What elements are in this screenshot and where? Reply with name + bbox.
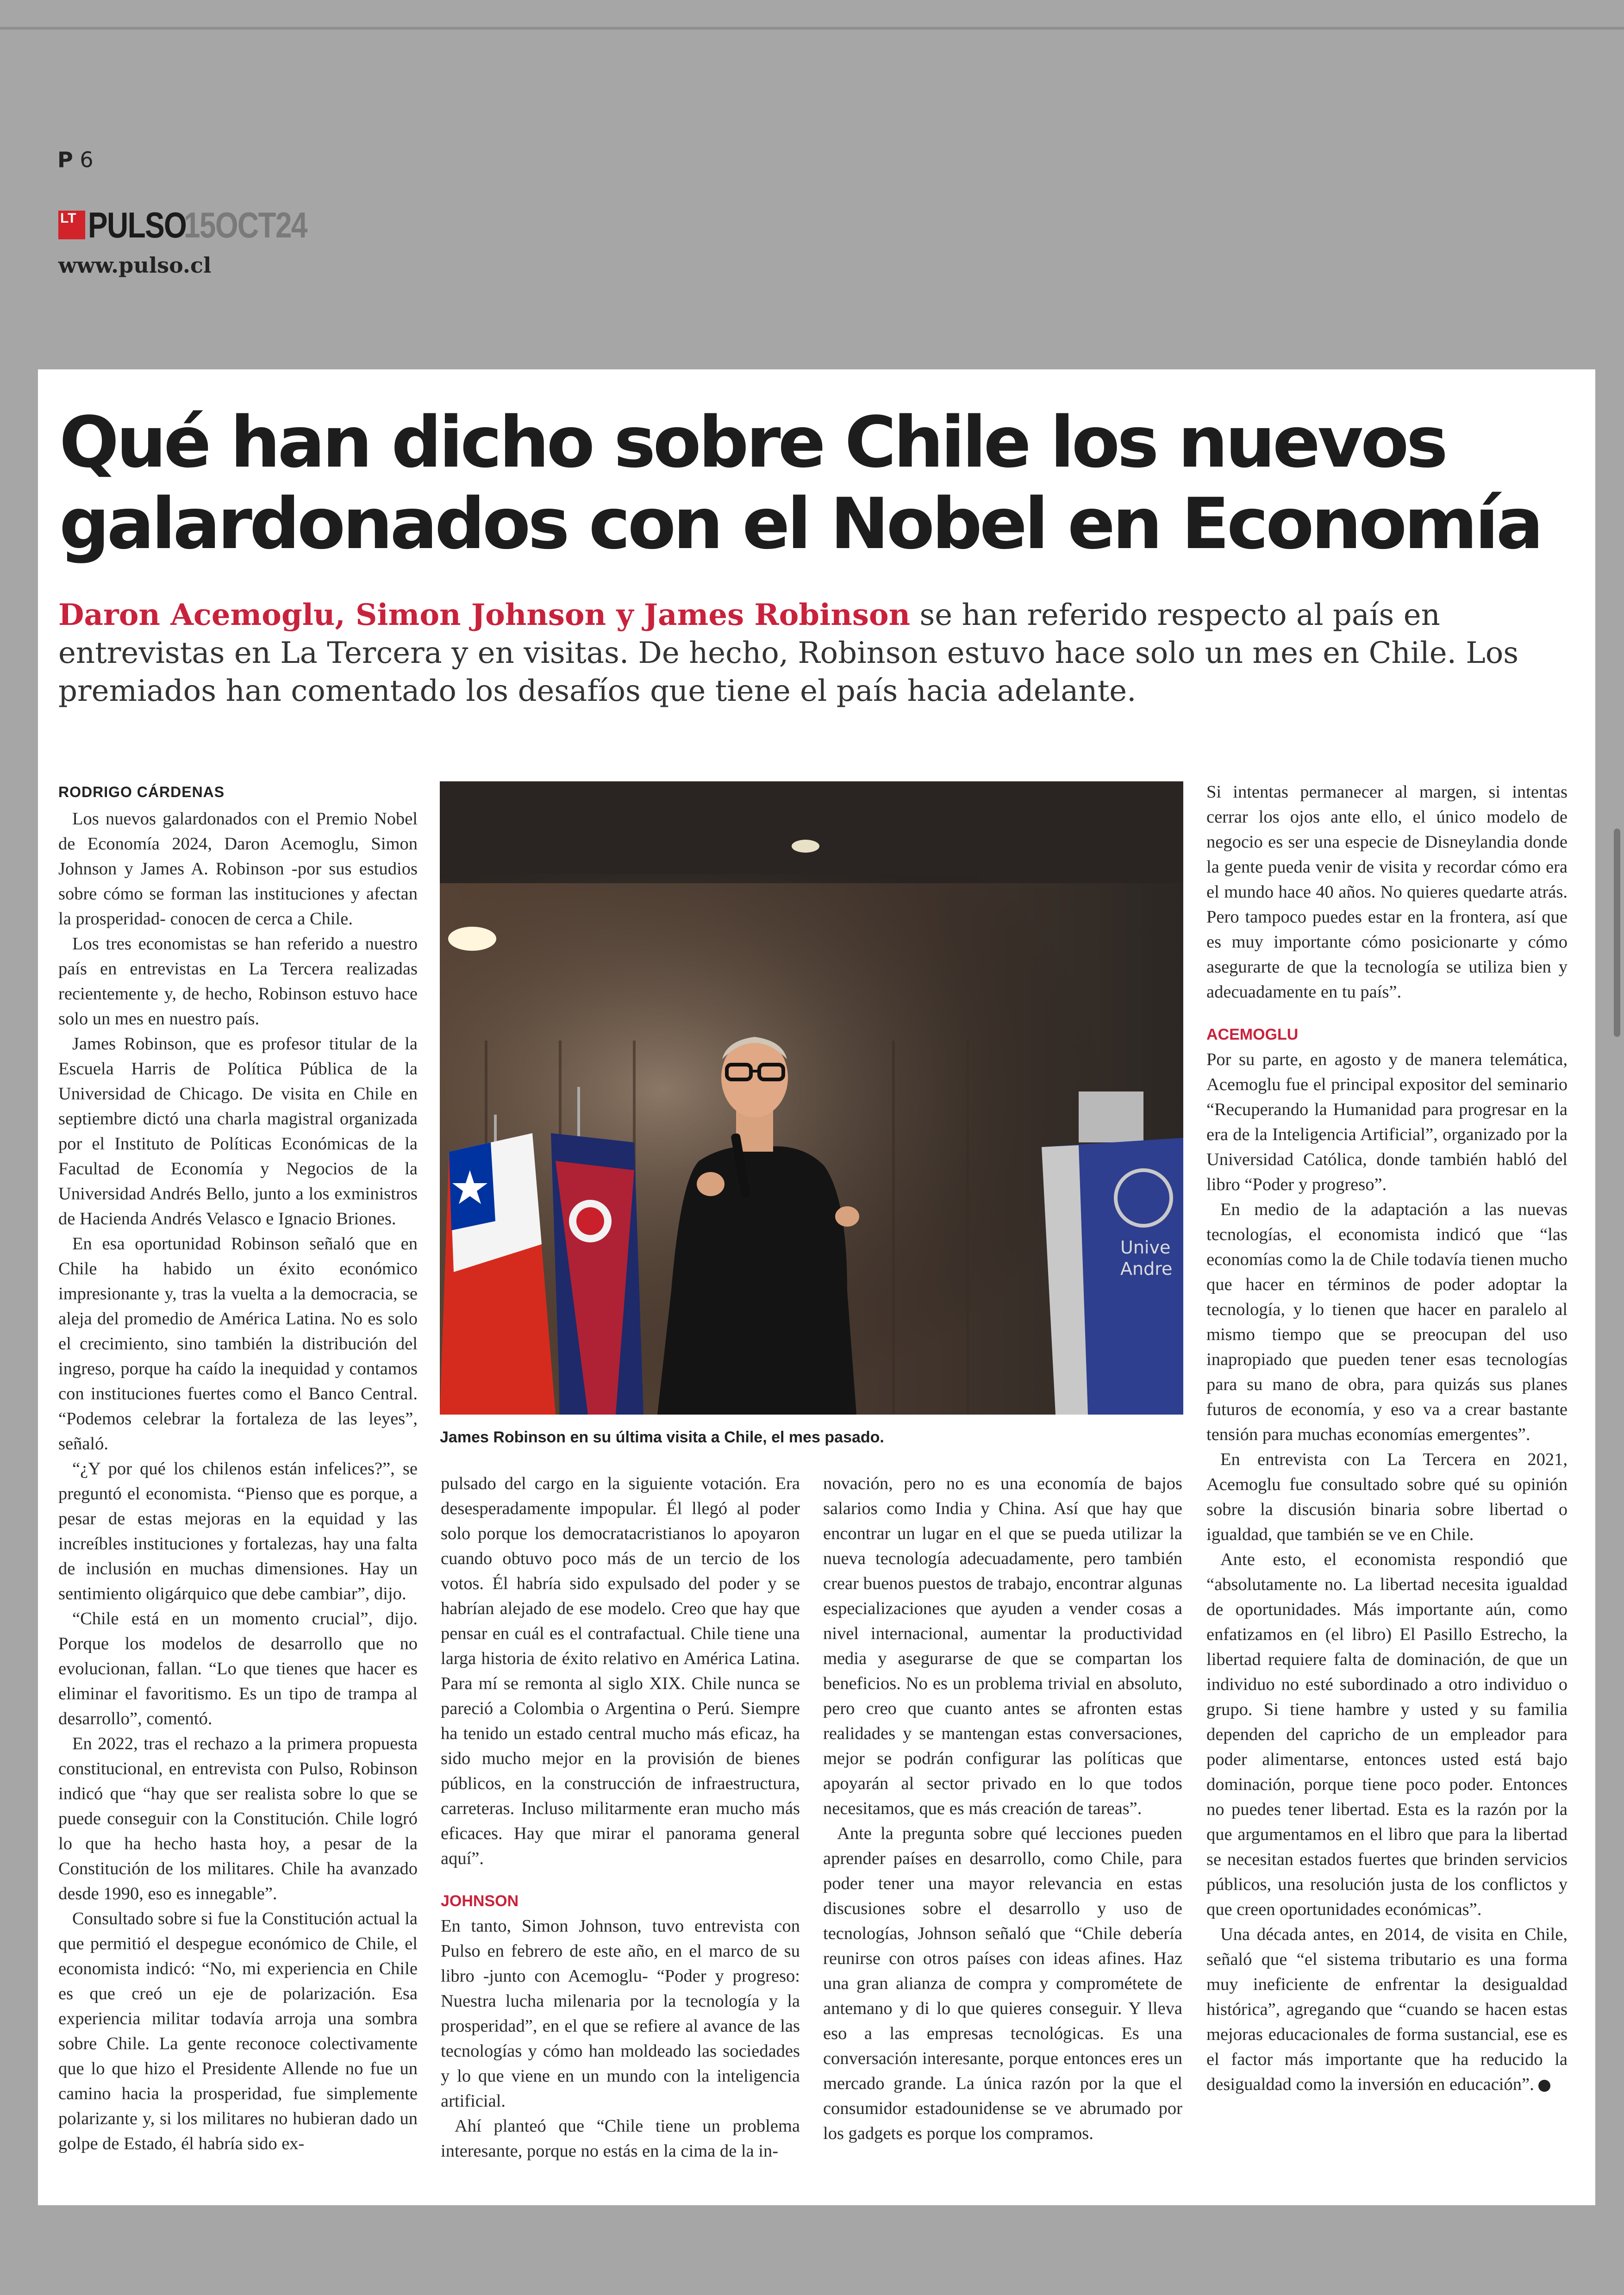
website-url[interactable]: www.pulso.cl (58, 253, 212, 278)
masthead (58, 204, 334, 245)
scrollbar[interactable] (1614, 829, 1620, 1037)
paragraph: Los tres economistas se han referido a nuestro país en entrevistas en La Tercera realizadas recientemente y, de hecho, Robinson estuvo hace solo un mes en nuestro país. (58, 934, 418, 1029)
lead-paragraph (58, 596, 1563, 710)
lead-names: Daron Acemoglu, Simon Johnson y James Robinson (58, 598, 911, 632)
column-3 (823, 1471, 1182, 2146)
article-photo (440, 781, 1183, 1415)
paragraph: En esa oportunidad Robinson señaló que en Chile ha habido un éxito económico impresionante y, tras la vuelta a la democracia, se aleja del promedio de América Latina. No es solo el crecimiento, sino también la distribución del ingreso, porque ha caído la inequidad y contamos con instituciones fuertes como el Banco Central. “Podemos celebrar la fortaleza de las leyes”, señaló. (58, 1234, 418, 1453)
column-1 (58, 780, 418, 2156)
paragraph: Por su parte, en agosto y de manera telemática, Acemoglu fue el principal expositor del seminario “Recuperando la Humanidad para progresar en la era de la Inteligencia Artificial”, organizado por la Universidad Católica, donde también habló del libro “Poder y progreso”. (1206, 1050, 1568, 1194)
photo-caption: James Robinson en su última visita a Chile, el mes pasado. (440, 1428, 884, 1446)
paragraph: pulsado del cargo en la siguiente votación. Era desesperadamente impopular. Él llegó al poder solo porque los democratacristianos lo apoyaron cuando obtuvo poco más de un tercio de los votos. Él habría sido expulsado del poder y se habrían alejado de ese modelo. Creo que hay que pensar en cuál es el contrafactual. Chile tiene una larga historia de éxito relativo en América Latina. Para mí se remonta al siglo XIX. Chile nunca se pareció a Colombia o Argentina o Perú. Siempre ha tenido un estado central mucho más eficaz, ha sido mucho mejor en la provisión de bienes públicos, en la construcción de infraestructura, carreteras. Incluso militarmente eran mucho más eficaces. Hay que mirar el panorama general aquí”. (441, 1474, 800, 1868)
paragraph: Una década antes, en 2014, de visita en Chile, señaló que “el sistema tributario es una forma muy ineficiente de enfrentar la desigualdad histórica”, agregando que “cuando se hacen estas mejoras educacionales de forma sustancial, ese es el factor más importante que ha reducido la desigualdad como la inversión en educación”. P (1206, 1925, 1568, 2094)
paragraph: En entrevista con La Tercera en 2021, Acemoglu fue consultado sobre qué su opinión sobre la discusión binaria sobre libertad o igualdad, que también se ve en Chile. (1206, 1450, 1568, 1544)
paragraph: “¿Y por qué los chilenos están infelices?”, se preguntó el economista. “Pienso que es porque, a pesar de estas mejoras en la equidad y las increíbles instituciones y fortalezas, hay una falta de inclusión en muchas dimensiones. Hay un sentimiento oligárquico que debe cambiar”, dijo. (58, 1459, 418, 1603)
paragraph: James Robinson, que es profesor titular de la Escuela Harris de Política Pública de la Universidad de Chicago. De visita en Chile en septiembre dictó una charla magistral organizada por el Instituto de Políticas Económicas de la Facultad de Economía y Negocios de la Universidad Andrés Bello, junto a los exministros de Hacienda Andrés Velasco e Ignacio Briones. (58, 1034, 418, 1229)
paragraph: Si intentas permanecer al margen, si intentas cerrar los ojos ante ello, el único modelo de negocio es ser una especie de Disneylandia donde la gente pueda venir de visita y recordar cómo era el mundo hace 40 años. No quieres quedarte atrás. Pero tampoco puedes estar en la frontera, así que es muy importante cómo posicionarte y cómo asegurarte de que la tecnología se utiliza bien y adecuadamente en tu país”. (1206, 782, 1568, 1002)
top-divider (0, 27, 1624, 30)
end-mark-icon: P (1538, 2080, 1550, 2092)
photo-illustration (440, 781, 1183, 1415)
svg-text:Andre: Andre (1120, 1259, 1173, 1279)
svg-text:Unive: Unive (1120, 1237, 1171, 1258)
column-2 (441, 1471, 800, 2164)
paragraph: Ante esto, el economista respondió que “absolutamente no. La libertad necesita igualdad de oportunidades. Más importante aún, como enfatizamos en (el libro) El Pasillo Estrecho, la libertad requiere falta de dominación, de que un individuo no esté subordinado a otro individuo o grupo. Si tiene hambre y usted y su familia dependen del capricho de un empleador para poder alimentarse, entonces usted está bajo dominación, porque tiene poco poder. Entonces no puedes tener libertad. Esta es la razón por la que argumentamos en el libro que para la libertad se necesitan estados fuertes que brinden servicios públicos, una resolución justa de los conflictos y que creen oportunidades económicas”. (1206, 1550, 1568, 1919)
paragraph: “Chile está en un momento crucial”, dijo. Porque los modelos de desarrollo que no evolucionan, fallan. “Lo que tienes que hacer es eliminar el favoritismo. Es un tipo de trampa al desarrollo”, comentó. (58, 1609, 418, 1728)
lead-text: se han referido respecto al país en entrevistas en La Tercera y en visitas. De hecho, Robinson estuvo hace solo un mes en Chile. Los premiados han comentado los desafíos que tiene el país hacia adelante. (58, 598, 1519, 708)
paragraph: Los nuevos galardonados con el Premio Nobel de Economía 2024, Daron Acemoglu, Simon Johnson y James A. Robinson -por sus estudios sobre cómo se forman las instituciones y afectan la prosperidad- conocen de cerca a Chile. (58, 809, 418, 929)
paragraph: Ahí planteó que “Chile tiene un problema interesante, porque no estás en la cima de la in- (441, 2116, 800, 2161)
paragraph: En 2022, tras el rechazo a la primera propuesta constitucional, en entrevista con Pulso, Robinson indicó que “hay que ser realista sobre lo que se puede conseguir con la Constitución. Chile logró lo que ha hecho hasta hoy, a pesar de la Constitución de los militares. Chile ha avanzado desde 1990, eso es innegable”. (58, 1734, 418, 1903)
paragraph: Consultado sobre si fue la Constitución actual la que permitió el despegue económico de Chile, el economista indicó: “No, mi experiencia en Chile es que creó un eje de polarización. Esa experiencia militar todavía arroja una sombra sobre Chile. La gente reconoce colectivamente que lo que hizo el Presidente Allende no fue un camino hacia la prosperidad, fue simplemente polarizante y, si los militares no hubieran dado un golpe de Estado, él habría sido ex- (58, 1909, 418, 2153)
paragraph: En medio de la adaptación a las nuevas tecnologías, el economista indicó que “las economías como la de Chile todavía tienen mucho que hacer en términos de poder adoptar la tecnología, y lo tienen que hacer en paralelo al mismo tiempo que se preocupan del uso inapropiado que pueden tener esas tecnologías para su mano de obra, para quizás sus planes futuros de economía, y eso va a crear bastante tensión para muchas economías emergentes”. (1206, 1200, 1568, 1444)
subhead-johnson: JOHNSON (441, 1892, 519, 1910)
paragraph: En tanto, Simon Johnson, tuvo entrevista con Pulso en febrero de este año, en el marco de su libro -junto con Acemoglu- “Poder y progreso: Nuestra lucha milenaria por la tecnología y la prosperidad”, en el que se refiere al avance de las tecnologías y cómo han moldeado las sociedades y lo que viene en un mundo con la inteligencia artificial. (441, 1916, 800, 2111)
paragraph: Ante la pregunta sobre qué lecciones pueden aprender países en desarrollo, como Chile, para poder tener una mayor relevancia en estas discusiones sobre el desarrollo y uso de tecnologías, Johnson señaló que “Chile debería reunirse con otros países con ideas afines. Haz una gran alianza de compra y comprométete de antemano y di lo que quieres conseguir. Y lleva eso a las empresas tecnológicas. Es una conversación interesante, porque entonces eres un mercado grande. La única razón por la que el consumidor estadounidense se ve abrumado por los gadgets es porque los compramos. (823, 1824, 1182, 2143)
ceiling-light-icon (448, 927, 496, 951)
column-4 (1206, 780, 1568, 2097)
byline: RODRIGO CÁRDENAS (58, 784, 225, 800)
brand-name: PULSO (88, 204, 187, 245)
paragraph: novación, pero no es una economía de bajos salarios como India y China. Así que hay que encontrar un lugar en el que se pueda utilizar la nueva tecnología adecuadamente, pero también crear buenos puestos de trabajo, encontrar algunas especializaciones que ayuden a vender cosas a nivel internacional, aumentar la productividad media y asegurarse de que se compartan los beneficios. No es un problema trivial en absoluto, pero creo que cuanto antes se afronten estas realidades y se mantengan estas conversaciones, mejor se podrán configurar las políticas que apoyarán al sector privado en lo que todos necesitamos, que es más creación de tareas”. (823, 1474, 1182, 1818)
headline: Qué han dicho sobre Chile los nuevos galardonados con el Nobel en Economía (59, 401, 1541, 565)
page-number: P 6 (57, 147, 94, 172)
issue-date: 15OCT24 (183, 204, 307, 245)
lt-logo: LT (58, 211, 85, 239)
subhead-acemoglu: ACEMOGLU (1206, 1026, 1299, 1043)
